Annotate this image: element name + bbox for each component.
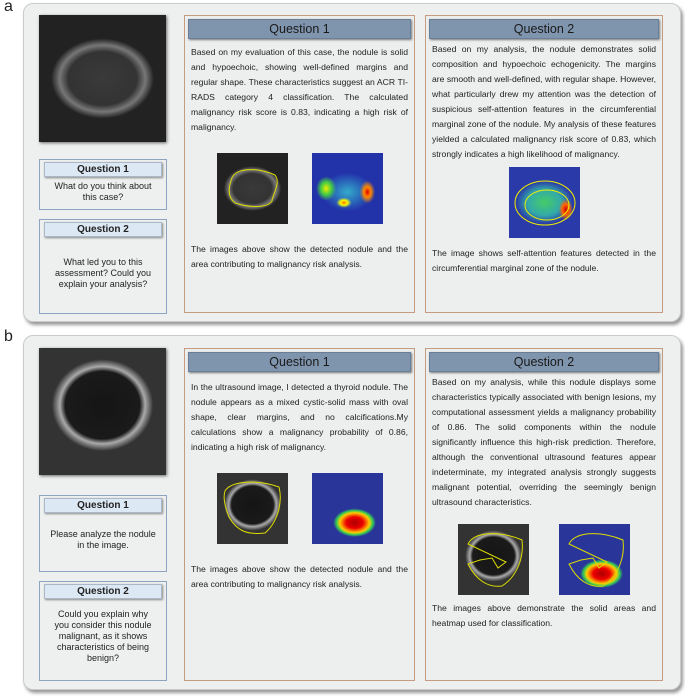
answer-text: Based on my evaluation of this case, the nodule is solid and hypoechoic, showing well-defined margins and regular shape. These characteristics suggest an ACR TI-RADS category 4 classification. The calculated malignancy risk score is 0.83, indicating a high risk of malignancy. xyxy=(191,47,408,132)
heatmap-image xyxy=(312,153,383,224)
panel-label-a: a xyxy=(4,0,13,15)
question-title: Question 1 xyxy=(44,498,162,513)
question-title: Question 1 xyxy=(44,162,162,177)
question-1-box xyxy=(39,495,167,572)
answer-card-1 xyxy=(184,15,415,313)
question-title: Question 2 xyxy=(44,222,162,237)
self-attention-image xyxy=(509,167,580,238)
caption: The images above show the detected nodule and the area contributing to malignancy risk analysis. xyxy=(191,564,408,589)
card-title: Question 1 xyxy=(188,19,411,39)
ultrasound-image xyxy=(39,15,166,142)
question-text: Could you explain why you consider this nodule malignant, as it shows characteristics of being benign? xyxy=(54,609,152,663)
answer-text: Based on my analysis, while this nodule displays some characteristics typically associated with benign lesions, my computational assessment yields a malignancy probability of 0.86. The solid components within the nodule significantly influence this high-risk prediction. Therefore, although the conventional ultrasound features appear indeterminate, my integrated analysis strongly suggests malignant potential, overriding the seemingly benign ultrasound characteristics. xyxy=(432,377,656,507)
card-title: Question 2 xyxy=(429,352,659,372)
answer-text: Based on my analysis, the nodule demonstrates solid composition and hypoechoic echogenicity. The margins are smooth and well-defined, with regular shape. However, what particularly drew my attention was the detection of suspicious self-attention features in the circumferential marginal zone of the nodule. My analysis of these features yielded a calculated malignancy risk score of 0.83, which strongly indicates a high likelihood of malignancy. xyxy=(432,44,656,159)
answer-card-2 xyxy=(425,348,663,681)
ultrasound-image xyxy=(39,348,166,475)
answer-text: In the ultrasound image, I detected a thyroid nodule. The nodule appears as a mixed cystic-solid mass with oval shape, clear margins, and no calcifications.My calculations show a malignancy probability of 0.86, indicating a high risk of malignancy. xyxy=(191,382,408,452)
answer-card-2 xyxy=(425,15,663,313)
question-1-box xyxy=(39,159,167,210)
question-text: Please analyze the nodule in the image. xyxy=(50,529,156,550)
card-title: Question 1 xyxy=(188,352,411,372)
question-2-box xyxy=(39,581,167,681)
heatmap-image xyxy=(559,524,630,595)
caption: The images above demonstrate the solid areas and heatmap used for classification. xyxy=(432,603,656,628)
solid-area-image xyxy=(458,524,529,595)
question-2-box xyxy=(39,219,167,314)
caption: The images above show the detected nodule and the area contributing to malignancy risk analysis. xyxy=(191,244,408,269)
question-text: What led you to this assessment? Could you explain your analysis? xyxy=(54,257,152,289)
question-text: What do you think about this case? xyxy=(54,181,152,202)
caption: The image shows self-attention features detected in the circumferential marginal zone of the nodule. xyxy=(432,248,656,273)
question-title: Question 2 xyxy=(44,584,162,599)
answer-card-1 xyxy=(184,348,415,681)
panel-a xyxy=(23,3,681,322)
nodule-outline-image xyxy=(217,473,288,544)
heatmap-image xyxy=(312,473,383,544)
nodule-outline-image xyxy=(217,153,288,224)
card-title: Question 2 xyxy=(429,19,659,39)
panel-label-b: b xyxy=(4,328,13,345)
panel-b xyxy=(23,335,681,690)
